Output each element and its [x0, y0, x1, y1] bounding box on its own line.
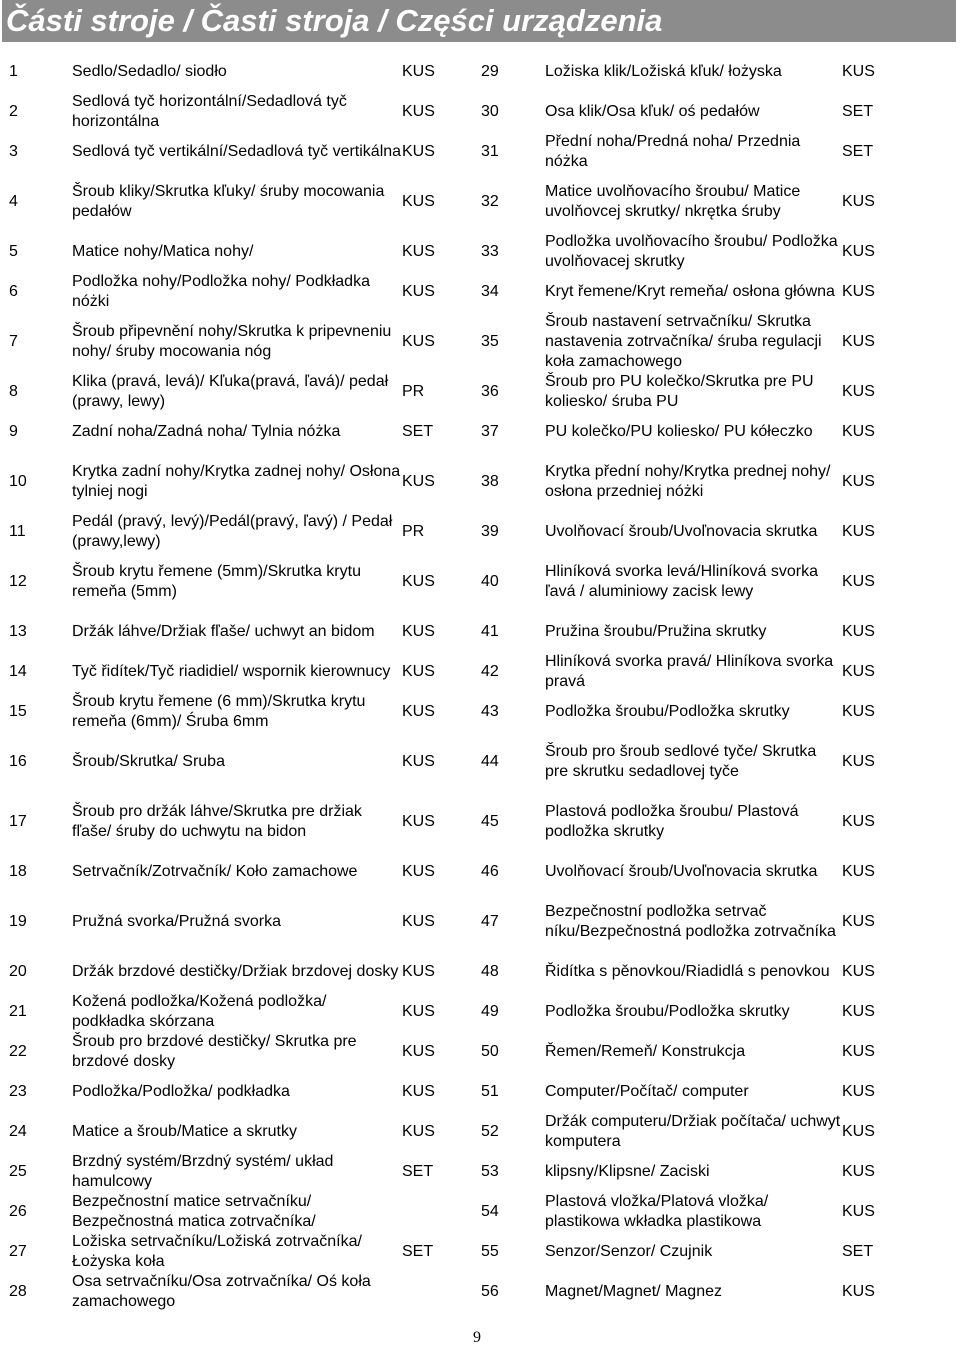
part-unit: KUS: [842, 243, 875, 260]
part-unit: KUS: [402, 1043, 435, 1060]
part-unit: KUS: [842, 573, 875, 590]
part-name: PU kolečko/PU koliesko/ PU kółeczko: [545, 423, 813, 440]
part-name: Uvolňovací šroub/Uvoľnovacia skrutka: [545, 523, 818, 540]
part-row: [2, 852, 474, 892]
part-name: Držák computeru/Držiak počítača/ uchwyt komputera: [545, 1113, 841, 1150]
part-name: Podložka/Podložka/ podkładka: [72, 1083, 290, 1100]
part-row: [474, 1272, 888, 1312]
part-number: 33: [481, 243, 499, 260]
part-row: [474, 792, 888, 852]
part-name: Tyč řidítek/Tyč riadidiel/ wspornik kierownucy: [72, 663, 391, 680]
part-unit: KUS: [402, 963, 435, 980]
part-unit: KUS: [402, 63, 435, 80]
part-number: 44: [481, 753, 499, 770]
part-number: 42: [481, 663, 499, 680]
part-unit: [402, 1272, 474, 1312]
part-number: 2: [9, 103, 18, 120]
part-number: 9: [9, 423, 18, 440]
part-unit: KUS: [842, 63, 875, 80]
part-unit: KUS: [402, 143, 435, 160]
part-row: [474, 412, 888, 452]
part-number: 27: [9, 1243, 27, 1260]
part-row: [2, 552, 474, 612]
part-number: 43: [481, 703, 499, 720]
part-unit: KUS: [402, 103, 435, 120]
part-number: 51: [481, 1083, 499, 1100]
part-number: 31: [481, 143, 499, 160]
part-name: Hliníková svorka pravá/ Hliníkova svorka pravá: [545, 653, 834, 690]
part-number: 10: [9, 473, 27, 490]
part-number: 16: [9, 753, 27, 770]
part-row: [2, 412, 474, 452]
part-unit: SET: [402, 1163, 434, 1180]
part-name: Matice nohy/Matica nohy/: [72, 243, 254, 260]
part-unit: KUS: [402, 623, 435, 640]
part-number: 52: [481, 1123, 499, 1140]
part-number: 13: [9, 623, 27, 640]
part-number: 56: [481, 1283, 499, 1300]
part-name: Pružná svorka/Pružná svorka: [72, 913, 281, 930]
part-number: 38: [481, 473, 499, 490]
part-unit: KUS: [842, 753, 875, 770]
part-number: 18: [9, 863, 27, 880]
part-row: [474, 312, 888, 372]
part-name: Klika (pravá, levá)/ Kľuka(pravá, ľavá)/ pedał (prawy, lewy): [72, 373, 389, 410]
part-unit: KUS: [842, 1283, 875, 1300]
part-name: Matice a šroub/Matice a skrutky: [72, 1123, 297, 1140]
part-unit: SET: [842, 103, 874, 120]
part-name: Pružina šroubu/Pružina skrutky: [545, 623, 767, 640]
part-name: Šroub/Skrutka/ Sruba: [72, 753, 225, 770]
part-unit: KUS: [402, 753, 435, 770]
part-number: 21: [9, 1003, 27, 1020]
part-unit: KUS: [402, 243, 435, 260]
part-number: 22: [9, 1043, 27, 1060]
part-row: [2, 652, 474, 692]
part-number: 47: [481, 913, 499, 930]
part-name: Bezpečnostní podložka setrvač níku/Bezpečnostná podložka zotrvačníka: [545, 903, 836, 940]
part-name: Uvolňovací šroub/Uvoľnovacia skrutka: [545, 863, 818, 880]
part-name: Šroub pro držák láhve/Skrutka pre držiak fľaše/ śruby do uchwytu na bidon: [72, 803, 362, 840]
part-unit: PR: [402, 523, 425, 540]
part-row: [2, 452, 474, 512]
part-number: 53: [481, 1163, 499, 1180]
part-unit: KUS: [402, 703, 435, 720]
part-row: [474, 552, 888, 612]
part-unit: SET: [842, 143, 874, 160]
part-number: 48: [481, 963, 499, 980]
part-unit: KUS: [842, 523, 875, 540]
part-name: Sedlová tyč vertikální/Sedadlová tyč vertikálna: [72, 143, 402, 160]
part-name: Senzor/Senzor/ Czujnik: [545, 1243, 713, 1260]
part-row: [474, 1112, 888, 1152]
part-number: 32: [481, 193, 499, 210]
part-name: Šroub pro brzdové destičky/ Skrutka pre brzdové dosky: [72, 1033, 357, 1070]
part-row: [2, 612, 474, 652]
part-row: [2, 1232, 474, 1272]
part-row: [474, 452, 888, 512]
part-number: 20: [9, 963, 27, 980]
part-row: [474, 1152, 888, 1192]
part-unit: KUS: [402, 193, 435, 210]
parts-table-right: [474, 52, 888, 1312]
part-row: [474, 852, 888, 892]
part-row: [474, 92, 888, 132]
part-row: [2, 92, 474, 132]
part-row: [2, 1152, 474, 1192]
part-name: Šroub pro šroub sedlové tyče/ Skrutka pre skrutku sedadlovej tyče: [545, 743, 817, 780]
part-unit: KUS: [842, 1083, 875, 1100]
part-unit: KUS: [842, 663, 875, 680]
part-name: Sedlo/Sedadlo/ siodło: [72, 63, 227, 80]
part-unit: KUS: [402, 663, 435, 680]
part-name: Šroub připevnění nohy/Skrutka k pripevneniu nohy/ śruby mocowania nóg: [72, 323, 392, 360]
part-number: 5: [9, 243, 18, 260]
part-name: Pedál (pravý, levý)/Pedál(pravý, ľavý) / Pedał (prawy,lewy): [72, 513, 393, 550]
part-number: 36: [481, 383, 499, 400]
part-name: Šroub krytu řemene (6 mm)/Skrutka krytu remeňa (6mm)/ Śruba 6mm: [72, 693, 366, 730]
part-row: [2, 1192, 474, 1232]
part-name: Držák brzdové destičky/Držiak brzdovej dosky: [72, 963, 399, 980]
part-name: Řemen/Remeň/ Konstrukcja: [545, 1043, 746, 1060]
part-unit: KUS: [842, 913, 875, 930]
part-row: [2, 992, 474, 1032]
part-number: 23: [9, 1083, 27, 1100]
part-number: 24: [9, 1123, 27, 1140]
part-unit: SET: [402, 1243, 434, 1260]
part-number: 7: [9, 333, 18, 350]
part-number: 35: [481, 333, 499, 350]
part-name: Šroub nastavení setrvačníku/ Skrutka nastavenia zotrvačníka/ śruba regulacji koła zamachowego: [545, 313, 822, 370]
part-name: Bezpečnostní matice setrvačníku/ Bezpečnostná matica zotrvačníka/: [72, 1193, 316, 1230]
part-unit: KUS: [842, 863, 875, 880]
part-unit: KUS: [402, 1083, 435, 1100]
part-name: Podložka šroubu/Podložka skrutky: [545, 1003, 790, 1020]
part-number: 34: [481, 283, 499, 300]
part-name: klipsny/Klipsne/ Zaciski: [545, 1163, 710, 1180]
part-unit: KUS: [842, 193, 875, 210]
part-unit: [402, 1192, 474, 1232]
part-name: Podložka nohy/Podložka nohy/ Podkładka nóżki: [72, 273, 370, 310]
part-row: [474, 1192, 888, 1232]
part-unit: KUS: [842, 473, 875, 490]
part-row: [2, 132, 474, 172]
part-row: [474, 1072, 888, 1112]
part-name: Šroub pro PU kolečko/Skrutka pre PU koliesko/ śruba PU: [545, 373, 814, 410]
part-row: [474, 1032, 888, 1072]
part-number: 8: [9, 383, 18, 400]
part-name: Setrvačník/Zotrvačník/ Koło zamachowe: [72, 863, 358, 880]
part-row: [474, 172, 888, 232]
part-unit: KUS: [842, 623, 875, 640]
part-number: 28: [9, 1283, 27, 1300]
part-name: Krytka zadní nohy/Krytka zadnej nohy/ Osłona tylniej nogi: [72, 463, 401, 500]
part-row: [474, 892, 888, 952]
part-row: [474, 692, 888, 732]
part-name: Podložka šroubu/Podložka skrutky: [545, 703, 790, 720]
part-number: 12: [9, 573, 27, 590]
part-row: [474, 732, 888, 792]
part-unit: KUS: [842, 333, 875, 350]
part-name: Přední noha/Predná noha/ Przednia nóżka: [545, 133, 801, 170]
part-number: 55: [481, 1243, 499, 1260]
part-row: [474, 132, 888, 172]
part-row: [2, 1112, 474, 1152]
part-unit: SET: [402, 423, 434, 440]
part-number: 4: [9, 193, 18, 210]
part-name: Plastová vložka/Platová vložka/ plastikowa wkładka plastikowa: [545, 1193, 769, 1230]
part-name: Brzdný systém/Brzdný systém/ układ hamulcowy: [72, 1153, 334, 1190]
part-unit: KUS: [842, 1123, 875, 1140]
part-row: [2, 1072, 474, 1112]
part-name: Ložiska klik/Ložiská kľuk/ łożyska: [545, 63, 782, 80]
page-number: 9: [473, 1329, 481, 1346]
part-number: 1: [9, 63, 18, 80]
part-unit: KUS: [842, 423, 875, 440]
part-row: [2, 272, 474, 312]
part-row: [2, 952, 474, 992]
part-row: [2, 1272, 474, 1312]
part-unit: KUS: [842, 1003, 875, 1020]
part-name: Hliníková svorka levá/Hliníková svorka ľavá / aluminiowy zacisk lewy: [545, 563, 818, 600]
page-title: Části stroje / Časti stroja / Części urządzenia: [6, 3, 663, 38]
part-name: Kožená podložka/Kožená podložka/ podkładka skórzana: [72, 993, 327, 1030]
part-number: 14: [9, 663, 27, 680]
part-name: Osa klik/Osa kľuk/ oś pedałów: [545, 103, 760, 120]
part-name: Osa setrvačníku/Osa zotrvačníka/ Oś koła zamachowego: [72, 1273, 371, 1310]
part-number: 50: [481, 1043, 499, 1060]
part-unit: KUS: [402, 573, 435, 590]
part-number: 40: [481, 573, 499, 590]
part-row: [474, 612, 888, 652]
part-unit: KUS: [402, 473, 435, 490]
part-row: [2, 892, 474, 952]
part-name: Šroub kliky/Skrutka kľuky/ śruby mocowania pedałów: [72, 183, 385, 220]
part-row: [2, 172, 474, 232]
part-row: [474, 52, 888, 92]
part-unit: KUS: [842, 1163, 875, 1180]
part-unit: KUS: [402, 863, 435, 880]
part-row: [2, 512, 474, 552]
part-number: 11: [9, 523, 26, 540]
part-unit: KUS: [402, 813, 435, 830]
part-number: 30: [481, 103, 499, 120]
part-row: [2, 372, 474, 412]
parts-table-left: [2, 52, 474, 1312]
part-name: Kryt řemene/Kryt remeňa/ osłona główna: [545, 283, 835, 300]
part-row: [474, 952, 888, 992]
part-row: [474, 1232, 888, 1272]
part-row: [474, 652, 888, 692]
part-unit: KUS: [402, 913, 435, 930]
part-row: [474, 272, 888, 312]
part-name: Plastová podložka šroubu/ Plastová podložka skrutky: [545, 803, 799, 840]
part-number: 25: [9, 1163, 27, 1180]
part-unit: KUS: [842, 1203, 875, 1220]
part-number: 46: [481, 863, 499, 880]
part-row: [474, 232, 888, 272]
part-name: Držák láhve/Držiak fľaše/ uchwyt an bidom: [72, 623, 375, 640]
part-number: 6: [9, 283, 18, 300]
part-row: [2, 1032, 474, 1072]
part-number: 39: [481, 523, 499, 540]
part-number: 3: [9, 143, 18, 160]
part-unit: KUS: [402, 333, 435, 350]
part-row: [474, 372, 888, 412]
part-name: Řidítka s pěnovkou/Riadidlá s penovkou: [545, 963, 830, 980]
part-name: Ložiska setrvačníku/Ložiská zotrvačníka/ Łożyska koła: [72, 1233, 362, 1270]
part-unit: KUS: [402, 283, 435, 300]
part-row: [2, 312, 474, 372]
part-number: 15: [9, 703, 27, 720]
part-name: Zadní noha/Zadná noha/ Tylnia nóżka: [72, 423, 341, 440]
part-row: [2, 52, 474, 92]
part-number: 29: [481, 63, 499, 80]
part-unit: PR: [402, 383, 425, 400]
part-name: Krytka přední nohy/Krytka prednej nohy/ osłona przedniej nóżki: [545, 463, 831, 500]
part-unit: KUS: [842, 963, 875, 980]
part-row: [474, 512, 888, 552]
part-row: [2, 792, 474, 852]
part-number: 26: [9, 1203, 27, 1220]
part-name: Matice uvolňovacího šroubu/ Matice uvolňovcej skrutky/ nkrętka śruby: [545, 183, 801, 220]
part-unit: SET: [842, 1243, 874, 1260]
part-name: Sedlová tyč horizontální/Sedadlová tyč horizontálna: [72, 93, 347, 130]
part-number: 49: [481, 1003, 499, 1020]
part-number: 41: [481, 623, 499, 640]
part-number: 19: [9, 913, 27, 930]
part-number: 45: [481, 813, 499, 830]
part-unit: KUS: [842, 283, 875, 300]
part-number: 37: [481, 423, 499, 440]
part-unit: KUS: [402, 1123, 435, 1140]
part-number: 54: [481, 1203, 499, 1220]
title-bar: [2, 0, 956, 42]
part-row: [2, 732, 474, 792]
part-row: [2, 692, 474, 732]
part-name: Magnet/Magnet/ Magnez: [545, 1283, 722, 1300]
part-unit: KUS: [402, 1003, 435, 1020]
part-unit: KUS: [842, 703, 875, 720]
part-unit: KUS: [842, 1043, 875, 1060]
part-number: 17: [9, 813, 27, 830]
part-name: Šroub krytu řemene (5mm)/Skrutka krytu remeňa (5mm): [72, 563, 361, 600]
part-name: Podložka uvolňovacího šroubu/ Podložka uvolňovacej skrutky: [545, 233, 838, 270]
part-name: Computer/Počítač/ computer: [545, 1083, 749, 1100]
part-row: [474, 992, 888, 1032]
part-row: [2, 232, 474, 272]
part-unit: KUS: [842, 813, 875, 830]
part-unit: KUS: [842, 383, 875, 400]
